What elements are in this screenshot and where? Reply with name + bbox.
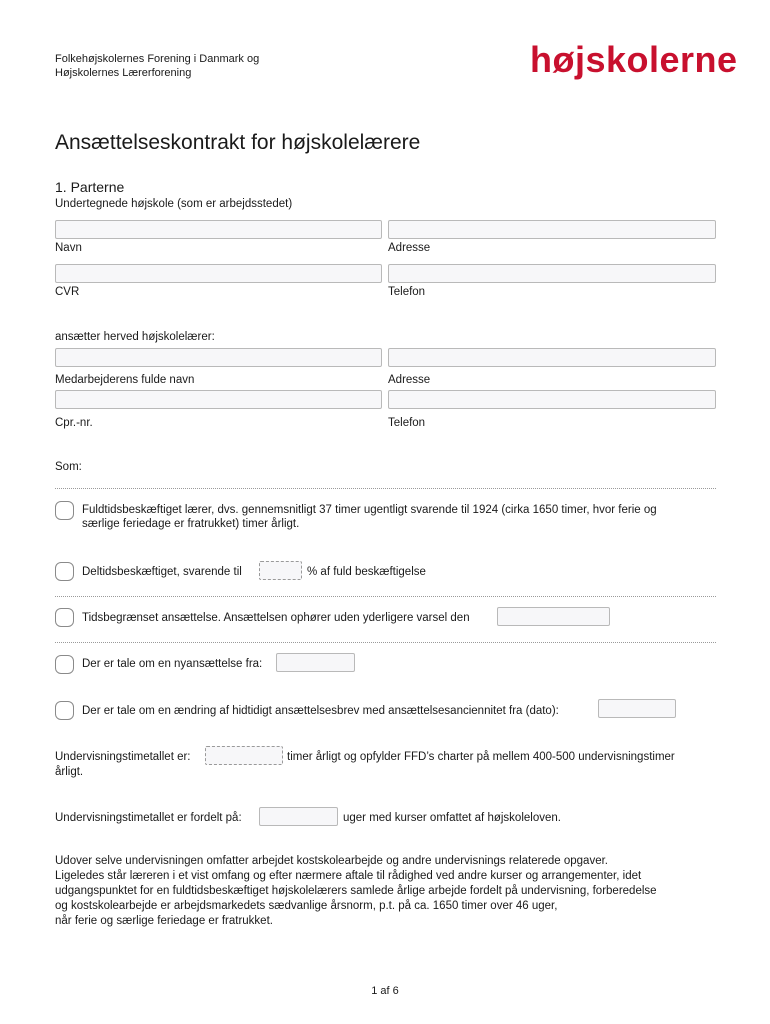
as-label: Som: — [55, 461, 82, 473]
parttime-checkbox[interactable] — [55, 562, 74, 581]
employer-name-field[interactable] — [55, 220, 382, 239]
paragraph-line: Ligeledes står læreren i et vist omfang og efter nærmere aftale til rådighed ved andre kurser og arrangementer, idet — [55, 870, 642, 882]
employee-address-label: Adresse — [388, 374, 431, 386]
paragraph-line: Udover selve undervisningen omfatter arbejdet kostskolearbejde og andre undervisnings relaterede opgaver. — [55, 855, 608, 867]
hours-suffix-line-1: timer årligt og opfylder FFD’s charter på mellem 400-500 undervisningstimer — [287, 751, 675, 763]
divider — [55, 488, 716, 489]
parttime-percent-field[interactable] — [259, 561, 302, 580]
fulltime-checkbox[interactable] — [55, 501, 74, 520]
parttime-suffix: % af fuld beskæftigelse — [307, 566, 426, 578]
distributed-prefix: Undervisningstimetallet er fordelt på: — [55, 812, 242, 824]
fulltime-text-line-2: særlige feriedage er fratrukket) timer årligt. — [82, 518, 300, 530]
hojskolerne-logo: højskolerne — [530, 39, 738, 80]
hours-suffix-line-2: årligt. — [55, 766, 84, 778]
employer-address-label: Adresse — [388, 242, 431, 254]
section-intro: Undertegnede højskole (som er arbejdsstedet) — [55, 198, 293, 210]
cpr-field[interactable] — [55, 390, 382, 409]
org-line-2: Højskolernes Lærerforening — [55, 67, 192, 79]
employee-phone-field[interactable] — [388, 390, 716, 409]
employer-phone-field[interactable] — [388, 264, 716, 283]
paragraph-line: og kostskolearbejde er arbejdsmarkedets sædvanlige årsnorm, p.t. på ca. 1650 timer over 46 uger, — [55, 900, 558, 912]
new-hire-checkbox[interactable] — [55, 655, 74, 674]
paragraph-line: når ferie og særlige feriedage er fratrukket. — [55, 915, 273, 927]
teaching-hours-field[interactable] — [205, 746, 283, 765]
employee-phone-label: Telefon — [388, 417, 426, 429]
employee-address-field[interactable] — [388, 348, 716, 367]
divider — [55, 642, 716, 643]
cvr-field[interactable] — [55, 264, 382, 283]
parttime-prefix: Deltidsbeskæftiget, svarende til — [82, 566, 242, 578]
change-checkbox[interactable] — [55, 701, 74, 720]
hours-prefix: Undervisningstimetallet er: — [55, 751, 191, 763]
change-text: Der er tale om en ændring af hidtidigt ansættelsesbrev med ansættelsesanciennitet fra (dato): — [82, 705, 559, 717]
divider — [55, 596, 716, 597]
temporary-end-date-field[interactable] — [497, 607, 610, 626]
employee-name-field[interactable] — [55, 348, 382, 367]
org-line-1: Folkehøjskolernes Forening i Danmark og — [55, 53, 260, 65]
page-number: 1 af 6 — [371, 985, 399, 997]
seniority-date-field[interactable] — [598, 699, 676, 718]
page-title: Ansættelseskontrakt for højskolelærere — [55, 131, 421, 154]
employer-name-label: Navn — [55, 242, 82, 254]
employee-name-label: Medarbejderens fulde navn — [55, 374, 195, 386]
new-hire-date-field[interactable] — [276, 653, 355, 672]
temporary-text: Tidsbegrænset ansættelse. Ansættelsen ophører uden yderligere varsel den — [82, 612, 470, 624]
new-hire-text: Der er tale om en nyansættelse fra: — [82, 658, 263, 670]
distributed-suffix: uger med kurser omfattet af højskoleloven. — [343, 812, 561, 824]
employer-address-field[interactable] — [388, 220, 716, 239]
weeks-field[interactable] — [259, 807, 338, 826]
fulltime-text-line-1: Fuldtidsbeskæftiget lærer, dvs. gennemsnitligt 37 timer ugentligt svarende til 1924 (cirka 1650 timer, hvor ferie og — [82, 504, 657, 516]
employer-phone-label: Telefon — [388, 286, 426, 298]
section-heading: 1. Parterne — [55, 179, 125, 195]
cpr-label: Cpr.-nr. — [55, 417, 93, 429]
paragraph-line: udgangspunktet for en fuldtidsbeskæftiget højskolelærers samlede årlige arbejde fordelt på undervisning, forberedelse — [55, 885, 657, 897]
cvr-label: CVR — [55, 286, 80, 298]
temporary-checkbox[interactable] — [55, 608, 74, 627]
hires-text: ansætter herved højskolelærer: — [55, 331, 215, 343]
